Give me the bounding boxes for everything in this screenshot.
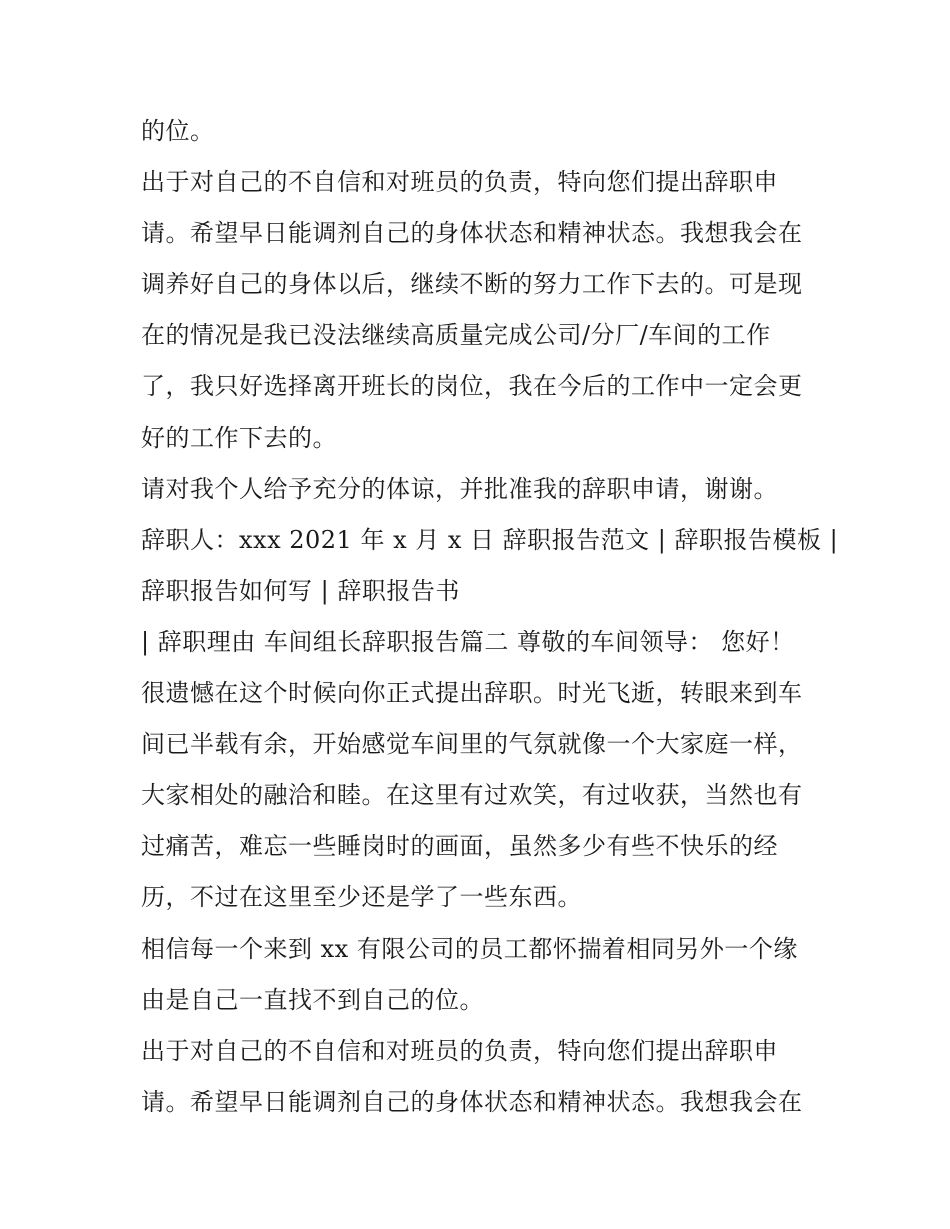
text-line: 辞职报告如何写 | 辞职报告书	[141, 576, 460, 605]
text-line: 辞职人：xxx 2021 年 x 月 x 日 辞职报告范文 | 辞职报告模板 |	[141, 525, 839, 554]
text-line: 很遗憾在这个时候向你正式提出辞职。时光飞逝，转眼来到车	[141, 679, 803, 708]
text-line: 历，不过在这里至少还是学了一些东西。	[141, 883, 582, 912]
text-line: 出于对自己的不自信和对班员的负责，特向您们提出辞职申	[141, 1036, 778, 1065]
text-line: 的位。	[141, 117, 215, 145]
text-line: 了，我只好选择离开班长的岗位，我在今后的工作中一定会更	[141, 372, 803, 401]
text-line: 由是自己一直找不到自己的位。	[141, 985, 484, 1014]
text-line: 出于对自己的不自信和对班员的负责，特向您们提出辞职申	[141, 168, 778, 197]
text-line: 好的工作下去的。	[141, 423, 337, 452]
text-line: 大家相处的融洽和睦。在这里有过欢笑，有过收获，当然也有	[141, 781, 803, 810]
text-line: 请对我个人给予充分的体谅，并批准我的辞职申请，谢谢。	[141, 474, 778, 503]
text-line: 相信每一个来到 xx 有限公司的员工都怀揣着相同另外一个缘	[141, 934, 798, 963]
text-line: 在的情况是我已没法继续高质量完成公司/分厂/车间的工作	[141, 321, 771, 350]
text-line: 间已半载有余，开始感觉车间里的气氛就像一个大家庭一样，	[141, 730, 803, 759]
text-line: 过痛苦，难忘一些睡岗时的画面，虽然多少有些不快乐的经	[141, 832, 778, 861]
text-line: 调养好自己的身体以后，继续不断的努力工作下去的。可是现	[141, 270, 803, 299]
text-line: | 辞职理由 车间组长辞职报告篇二 尊敬的车间领导： 您好！	[141, 627, 795, 656]
document-body	[141, 106, 839, 1128]
text-line: 请。希望早日能调剂自己的身体状态和精神状态。我想我会在	[141, 1087, 803, 1116]
text-line: 请。希望早日能调剂自己的身体状态和精神状态。我想我会在	[141, 219, 803, 248]
